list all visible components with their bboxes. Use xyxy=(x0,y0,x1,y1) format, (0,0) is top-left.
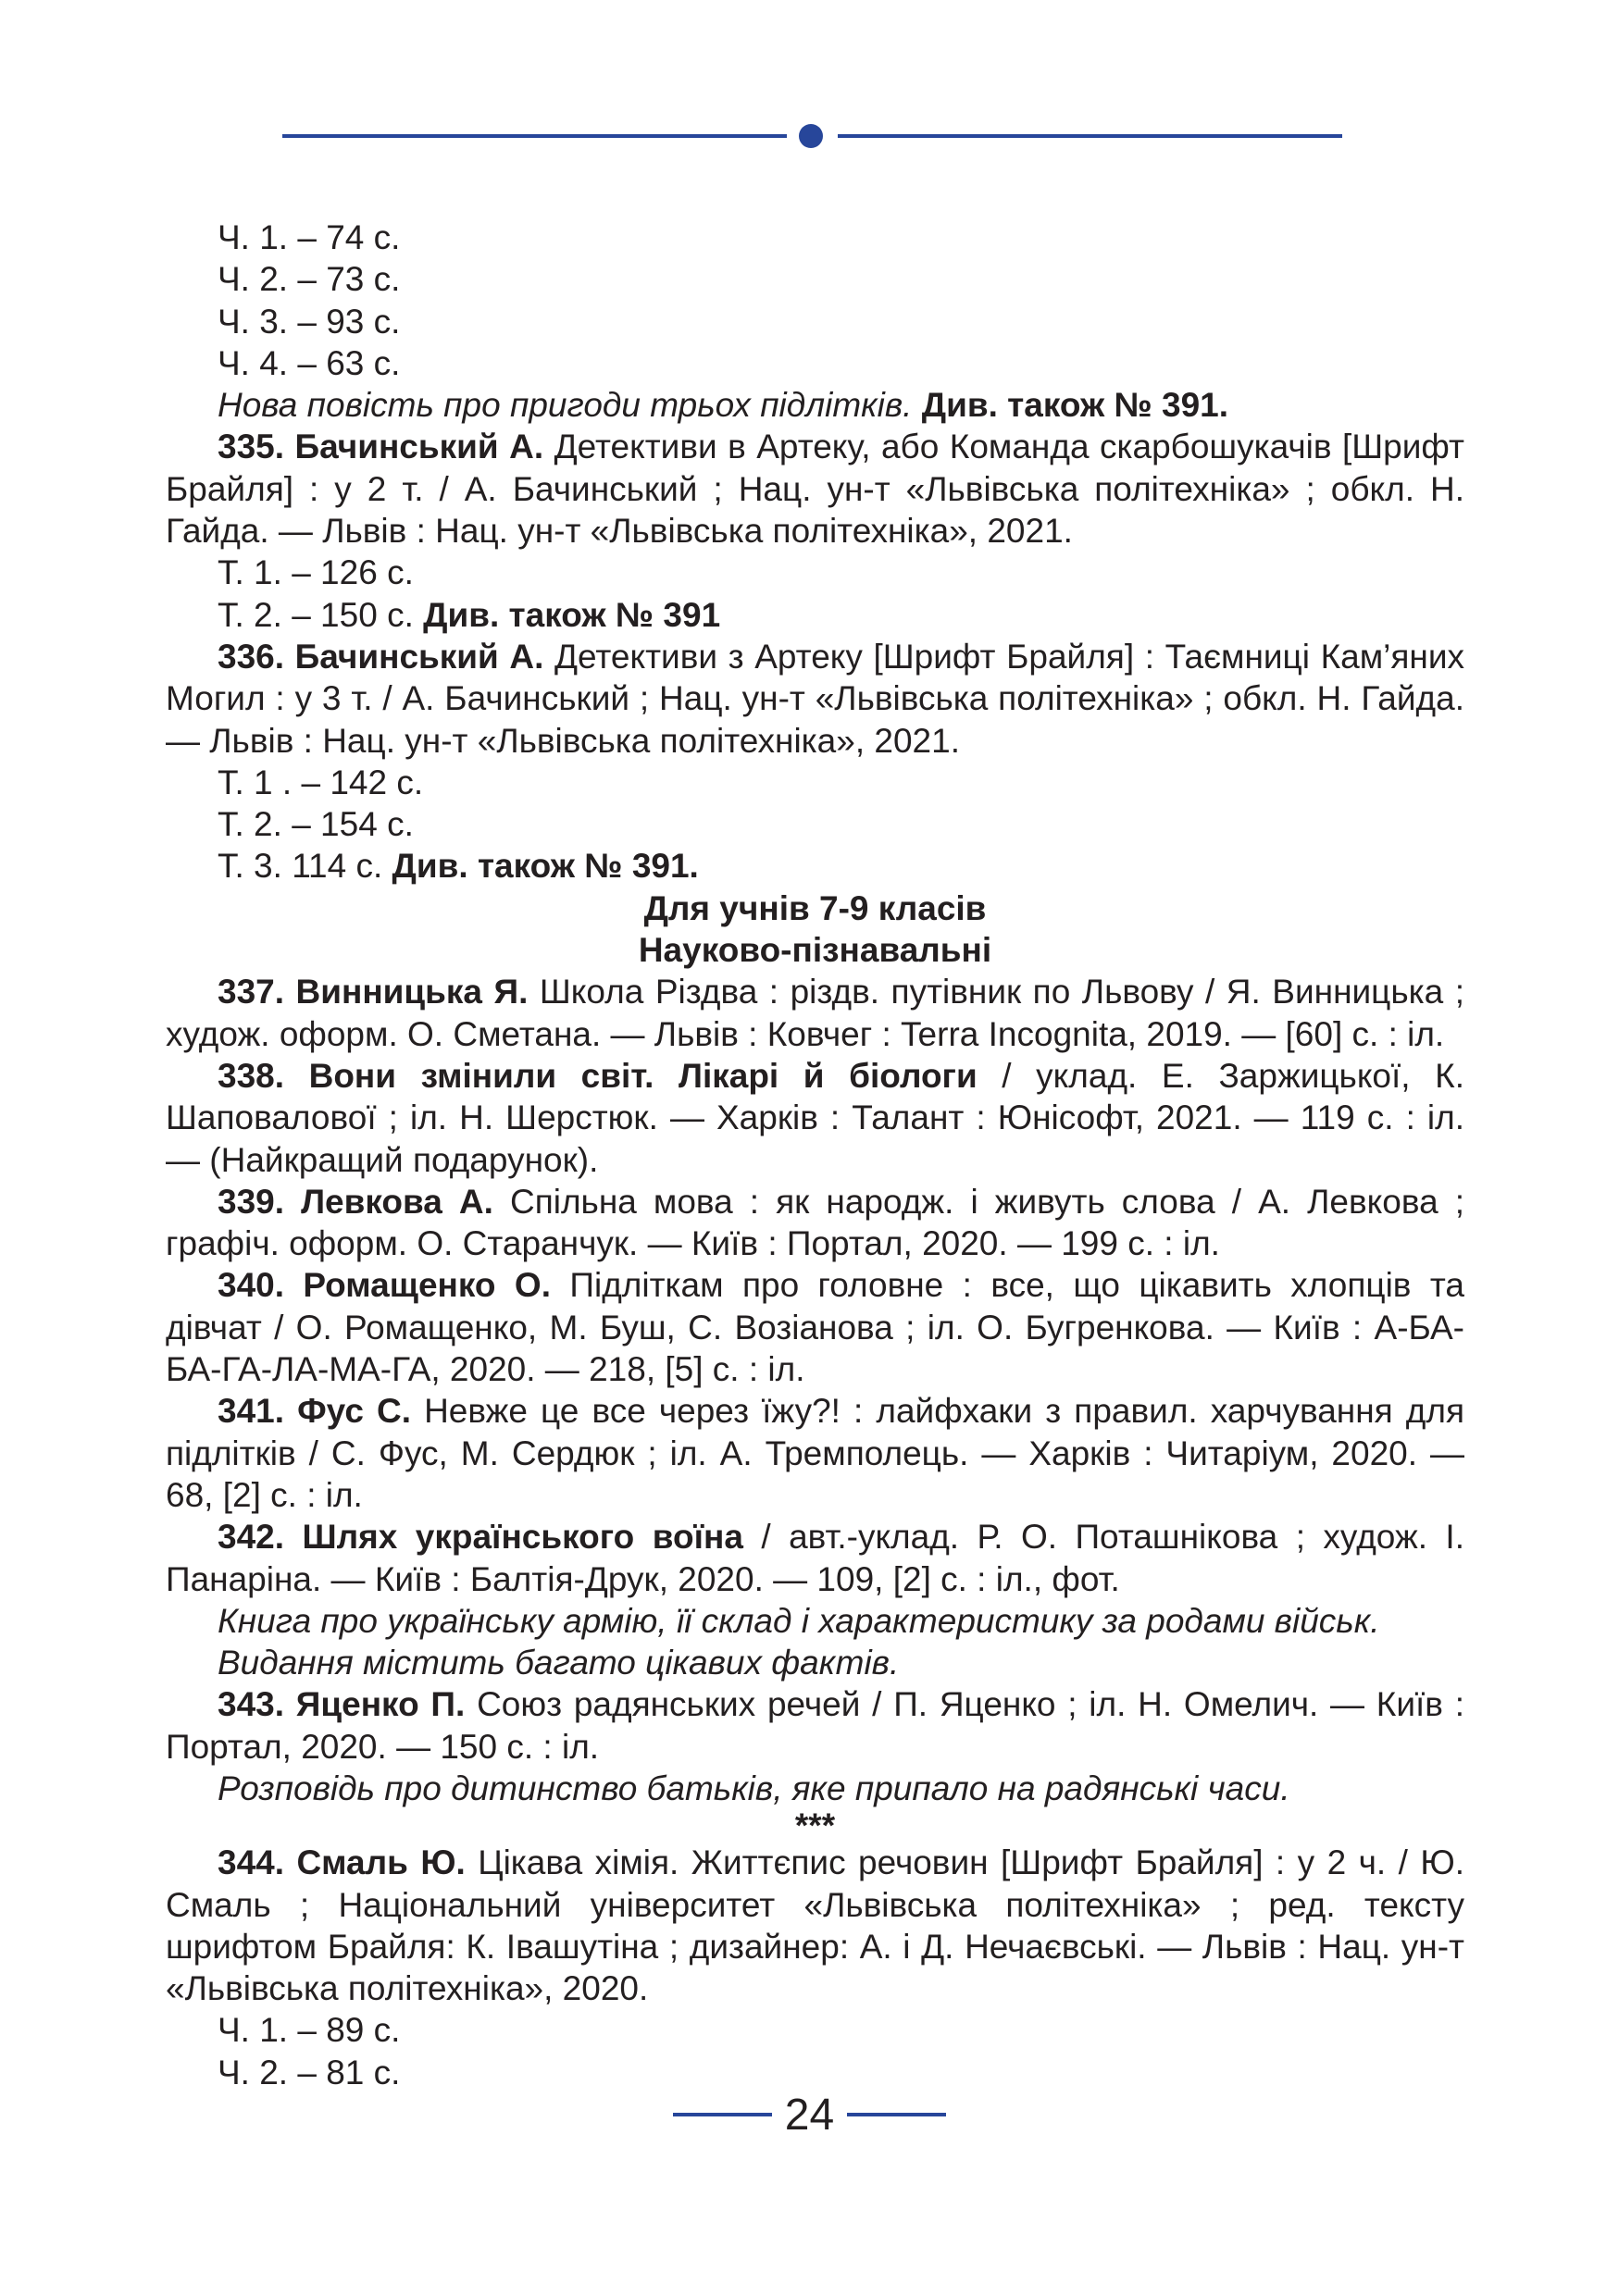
bibliography-entry xyxy=(166,426,1464,552)
section-separator: *** xyxy=(794,1806,836,1845)
volume-line xyxy=(166,342,1464,384)
entry-heading: 338. Вони змінили світ. Лікарі й біологи xyxy=(218,1056,978,1095)
volume-text: Ч. 1. – 74 с. xyxy=(218,218,401,256)
header-rule-left xyxy=(282,134,787,138)
annotation-text: Видання містить багато цікавих фактів. xyxy=(218,1644,900,1682)
volume-text: Ч. 2. – 81 с. xyxy=(218,2053,401,2091)
volume-text: Ч. 4. – 63 с. xyxy=(218,343,401,382)
see-also-reference: Див. також № 391. xyxy=(912,386,1229,425)
annotation xyxy=(166,384,1464,426)
header-dot-ornament xyxy=(799,124,823,148)
entry-heading: 340. Ромащенко О. xyxy=(218,1266,551,1305)
footer-rule-left xyxy=(673,2113,772,2116)
bibliography-entry xyxy=(166,971,1464,1055)
volume-text: Ч. 3. – 93 с. xyxy=(218,302,401,341)
volume-line xyxy=(166,762,1464,803)
entry-heading: 341. Фус С. xyxy=(218,1392,411,1431)
section-heading: Для учнів 7-9 класів xyxy=(643,888,987,927)
bibliography-entry xyxy=(166,1055,1464,1181)
entry-heading: 336. Бачинський А. xyxy=(218,637,544,676)
volume-line xyxy=(166,845,1464,887)
bibliography-entry xyxy=(166,636,1464,762)
volume-line xyxy=(166,2052,1464,2093)
bibliography-entry xyxy=(166,1264,1464,1390)
entry-description: Школа Різдва : різдв. путівник по Львову / Я. Винницька ; худож. оформ. О. Сметана. — Львів : Ковчег : Terra Incognita, 2019. — [60] с. : іл. xyxy=(166,973,1464,1053)
entry-heading: 342. Шлях українського воїна xyxy=(218,1518,743,1557)
entry-heading: 335. Бачинський А. xyxy=(218,428,544,466)
entry-description: Спільна мова : як народж. і живуть слова / А. Левкова ; графіч. оформ. О. Старанчук. — Київ : Портал, 2020. — 199 с. : іл. xyxy=(166,1182,1464,1263)
volume-text: Т. 3. 114 с. xyxy=(218,847,383,886)
bibliography-body xyxy=(166,217,1464,2093)
volume-text: Ч. 1. – 89 с. xyxy=(218,2011,401,2050)
entry-heading: 343. Яценко П. xyxy=(218,1685,466,1724)
footer-rule-right xyxy=(847,2113,946,2116)
bibliography-entry xyxy=(166,1390,1464,1516)
see-also-reference: Див. також № 391 xyxy=(413,595,721,634)
volume-line xyxy=(166,301,1464,342)
volume-line xyxy=(166,552,1464,593)
entry-description: Детективи в Артеку, або Команда скарбошукачів [Шрифт Брайля] : у 2 т. / А. Бачинський ; Нац. ун-т «Львівська політехніка» ; обкл. Н. Гайда. — Львів : Нац. ун-т «Львівська політехніка», 2021. xyxy=(166,428,1464,551)
bibliography-entry xyxy=(166,1181,1464,1265)
volume-line xyxy=(166,803,1464,845)
header-rule-right xyxy=(838,134,1342,138)
entry-description: Підліткам про головне : все, що цікавить хлопців та дівчат / О. Ромащенко, М. Буш, С. Возіанова ; іл. О. Бугренкова. — Київ : А-БА-БА-ГА-ЛА-МА-ГА, 2020. — 218, [5] с. : іл. xyxy=(166,1266,1464,1389)
volume-line xyxy=(166,217,1464,258)
entry-description: Невже це все через їжу?! : лайфхаки з правил. харчування для підлітків / С. Фус, М. Сердюк ; іл. А. Тремполець. — Харків : Читаріум, 2020. — 68, [2] с. : іл. xyxy=(166,1392,1464,1514)
entry-description: Союз радянських речей / П. Яценко ; іл. Н. Омелич. — Київ : Портал, 2020. — 150 с. : іл. xyxy=(166,1685,1465,1766)
entry-heading: 337. Винницька Я. xyxy=(218,973,529,1011)
volume-line xyxy=(166,258,1464,300)
entry-heading: 344. Смаль Ю. xyxy=(218,1843,466,1882)
page-number: 24 xyxy=(784,2091,835,2140)
bibliography-entry xyxy=(166,1842,1464,2009)
volume-line xyxy=(166,594,1464,636)
entry-description: Цікава хімія. Життєпис речовин [Шрифт Брайля] : у 2 ч. / Ю. Смаль ; Національний університет «Львівська політехніка» ; ред. тексту шрифтом Брайля: К. Івашутіна ; дизайнер: А. і Д. Нечаєвські. — Львів : Нац. ун-т «Львівська політехніка», 2020. xyxy=(166,1843,1464,2008)
entry-heading: 339. Левкова А. xyxy=(218,1182,493,1221)
entry-description: Детективи з Артеку [Шрифт Брайля] : Таємниці Кам’яних Могил : у 3 т. / А. Бачинський ; Нац. ун-т «Львівська політехніка» ; обкл. Н. Гайда. — Львів : Нац. ун-т «Львівська політехніка», 2021. xyxy=(166,637,1464,760)
annotation xyxy=(166,1600,1464,1642)
volume-text: Т. 1 . – 142 с. xyxy=(218,763,424,801)
annotation xyxy=(166,1768,1464,1809)
volume-text: Т. 1. – 126 с. xyxy=(218,553,414,592)
volume-line xyxy=(166,2009,1464,2051)
volume-text: Т. 2. – 150 с. xyxy=(218,595,414,634)
bibliography-entry xyxy=(166,1683,1464,1768)
section-heading: Науково-пізнавальні xyxy=(638,931,992,970)
annotation-text: Розповідь про дитинство батьків, яке припало на радянські часи. xyxy=(218,1769,1290,1807)
annotation-text: Книга про українську армію, її склад і характеристику за родами військ. xyxy=(218,1601,1380,1640)
see-also-reference: Див. також № 391. xyxy=(382,847,699,886)
volume-text: Т. 2. – 154 с. xyxy=(218,805,414,844)
entry-description: / авт.-уклад. Р. О. Поташнікова ; худож. І. Панаріна. — Київ : Балтія-Друк, 2020. — 109, [2] с. : іл., фот. xyxy=(166,1518,1464,1598)
bibliography-entry xyxy=(166,1516,1464,1600)
volume-text: Ч. 2. – 73 с. xyxy=(218,260,401,299)
annotation-text: Нова повість про пригоди трьох підлітків. xyxy=(218,386,913,425)
entry-description: / уклад. Е. Заржицької, К. Шаповалової ; іл. Н. Шерстюк. — Харків : Талант : Юнісофт, 2021. — 119 с. : іл. — (Найкращий подарунок). xyxy=(166,1056,1464,1179)
annotation xyxy=(166,1642,1464,1683)
